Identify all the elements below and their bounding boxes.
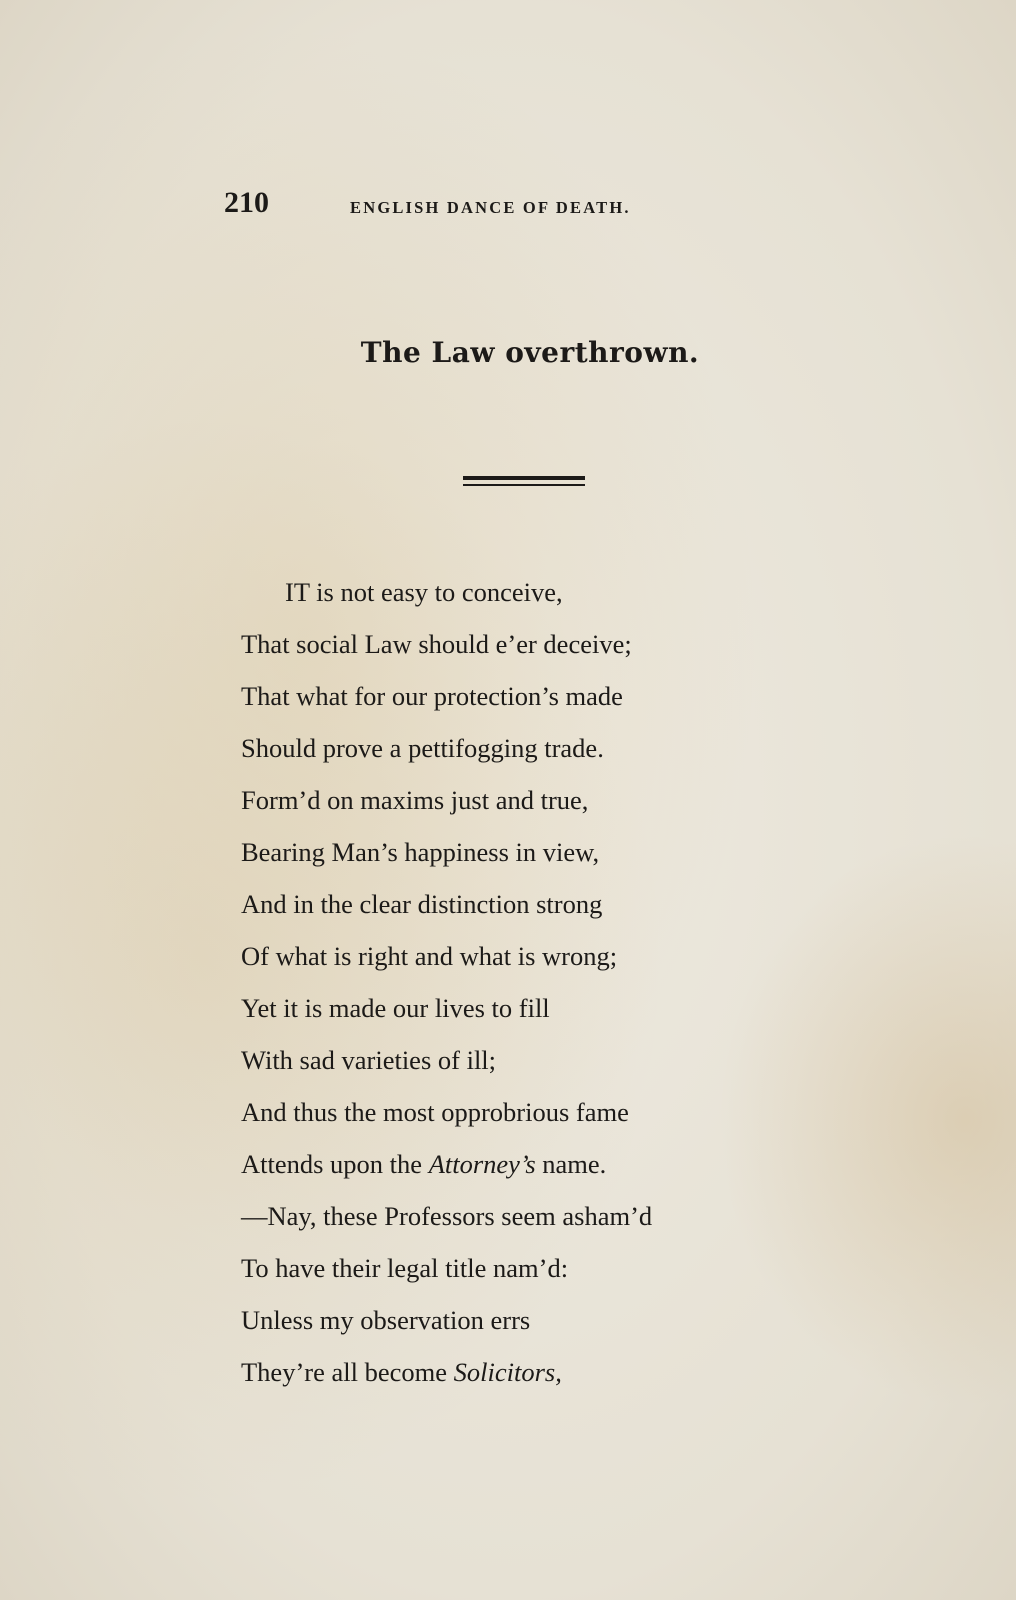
poem-line: With sad varieties of ill; [241, 1045, 497, 1075]
poem-title: The Law overthrown. [360, 336, 700, 369]
poem-line: To have their legal title nam’d: [241, 1253, 569, 1283]
poem-line: And in the clear distinction strong [241, 889, 603, 919]
poem-line: That social Law should e’er deceive; [241, 629, 632, 659]
poem-line: Of what is right and what is wrong; [241, 941, 618, 971]
poem-line: That what for our protection’s made [241, 681, 623, 711]
running-head: ENGLISH DANCE OF DEATH. [350, 198, 631, 217]
title-rule-divider [463, 476, 585, 488]
poem-line: And thus the most opprobrious fame [241, 1097, 629, 1127]
poem-line: Yet it is made our lives to fill [241, 993, 550, 1023]
poem-line: Should prove a pettifogging trade. [241, 733, 604, 763]
poem-line: —Nay, these Professors seem asham’d [241, 1201, 653, 1231]
poem-line: Bearing Man’s happiness in view, [241, 837, 600, 867]
poem-body [241, 566, 801, 1398]
poem-line: They’re all become Solicitors, [241, 1357, 562, 1387]
poem-line: Unless my observation errs [241, 1305, 531, 1335]
page-number: 210 [224, 186, 269, 219]
poem-line: IT is not easy to conceive, [285, 577, 563, 607]
page-header [224, 186, 724, 226]
poem-line: Form’d on maxims just and true, [241, 785, 589, 815]
poem-line: Attends upon the Attorney’s name. [241, 1149, 607, 1179]
